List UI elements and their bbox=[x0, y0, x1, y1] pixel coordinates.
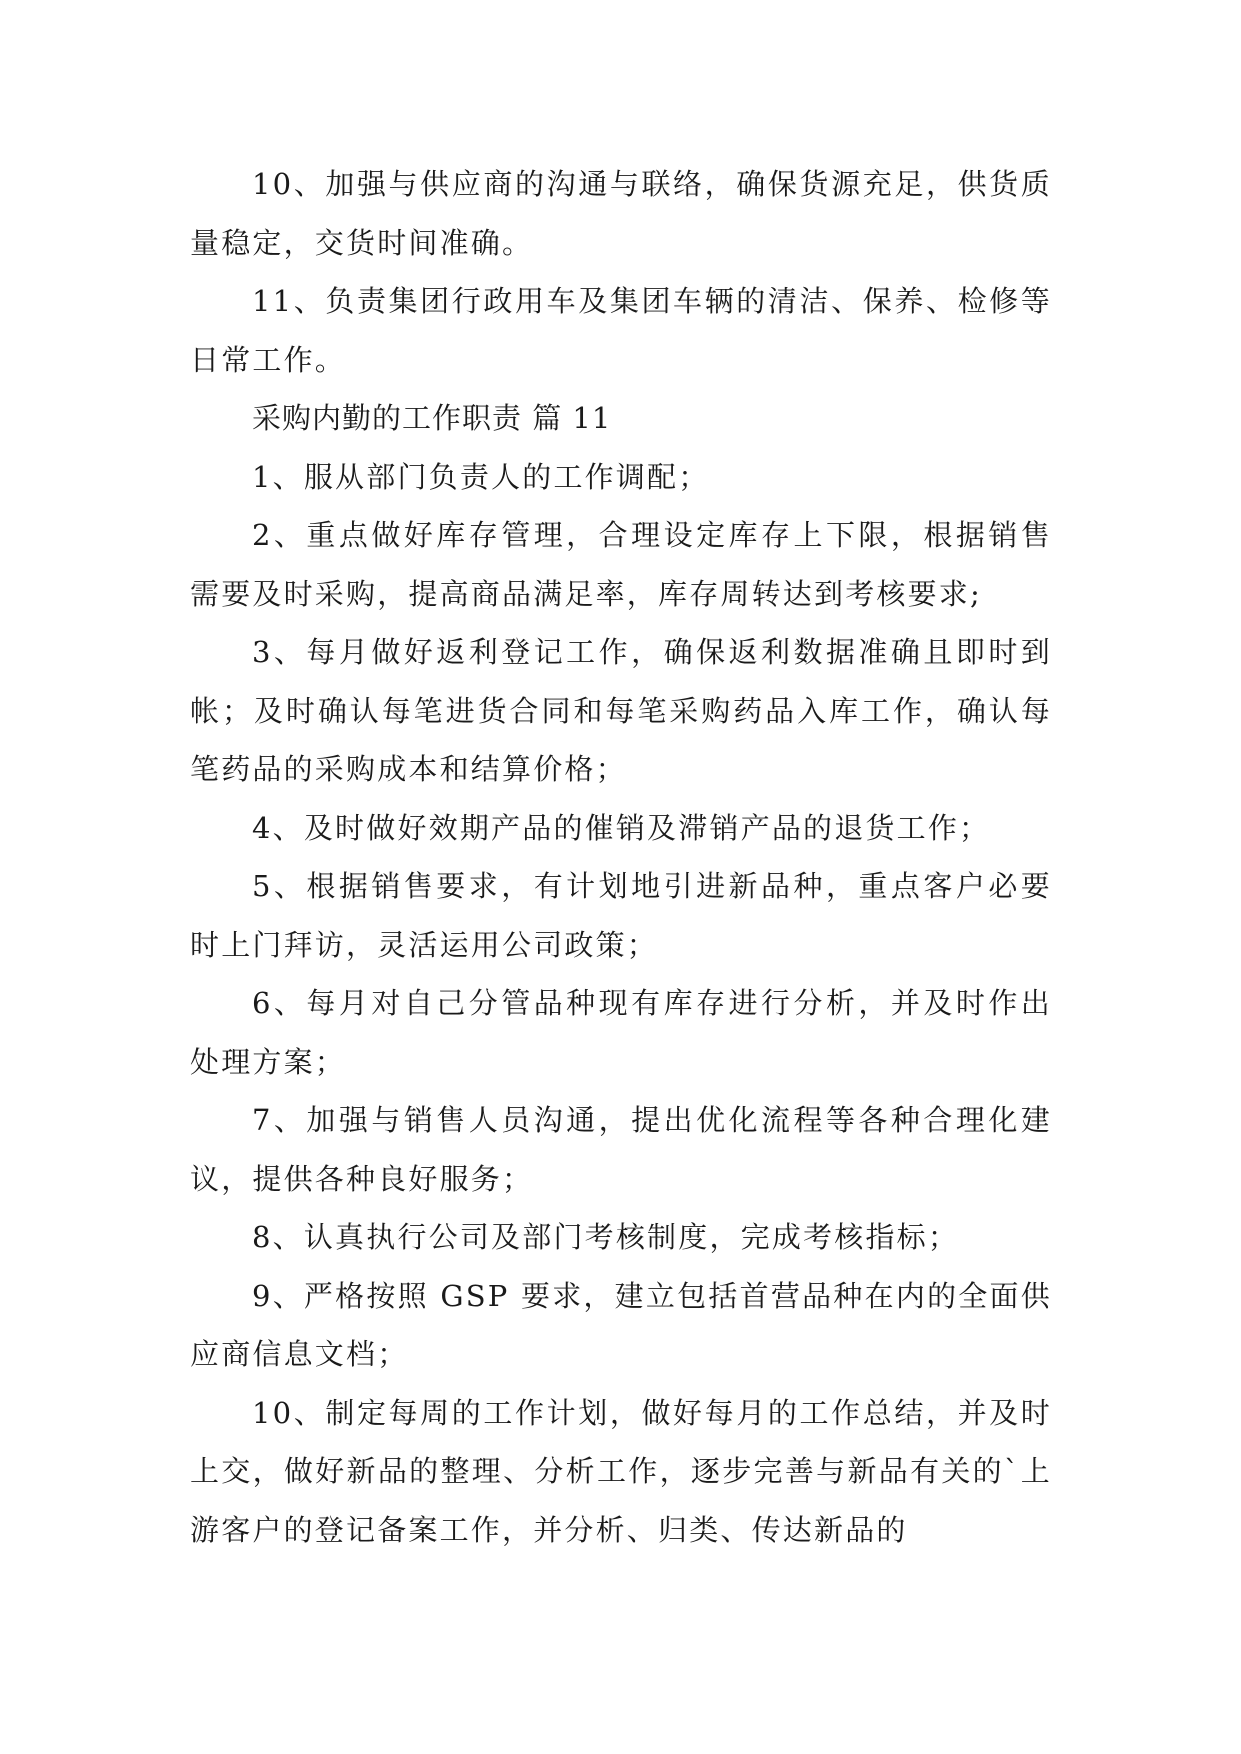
paragraph-item-4: 4、及时做好效期产品的催销及滞销产品的退货工作； bbox=[252, 810, 991, 845]
paragraph-item-1: 1、服从部门负责人的工作调配； bbox=[252, 459, 710, 494]
paragraph-item-3: 3、每月做好返利登记工作，确保返利数据准确且即时到帐；及时确认每笔进货合同和每笔采购药品入库工作，确认每笔药品的采购成本和结算价格； bbox=[190, 635, 1052, 786]
paragraph-item-7: 7、加强与销售人员沟通，提出优化流程等各种合理化建议，提供各种良好服务； bbox=[190, 1103, 1052, 1196]
paragraph-item-11-vehicles: 11、负责集团行政用车及集团车辆的清洁、保养、检修等日常工作。 bbox=[190, 284, 1052, 377]
paragraph-item-10: 10、制定每周的工作计划，做好每月的工作总结，并及时上交，做好新品的整理、分析工作，逐步完善与新品有关的`上游客户的登记备案工作，并分析、归类、传达新品的 bbox=[190, 1395, 1052, 1547]
section-heading: 采购内勤的工作职责 篇 11 bbox=[252, 401, 612, 435]
paragraph-item-5: 5、根据销售要求，有计划地引进新品种，重点客户必要时上门拜访，灵活运用公司政策； bbox=[190, 869, 1052, 962]
paragraph-item-2: 2、重点做好库存管理，合理设定库存上下限，根据销售需要及时采购，提高商品满足率，库存周转达到考核要求; bbox=[190, 518, 1052, 611]
paragraph-item-8: 8、认真执行公司及部门考核制度，完成考核指标； bbox=[252, 1220, 960, 1254]
paragraph-item-6: 6、每月对自己分管品种现有库存进行分析，并及时作出处理方案； bbox=[190, 986, 1052, 1079]
paragraph-item-9: 9、严格按照 GSP 要求，建立包括首营品种在内的全面供应商信息文档； bbox=[190, 1278, 1052, 1371]
paragraph-item-10-supplier: 10、加强与供应商的沟通与联络，确保货源充足，供货质量稳定，交货时间准确。 bbox=[190, 167, 1052, 260]
document-body bbox=[190, 155, 1052, 1559]
